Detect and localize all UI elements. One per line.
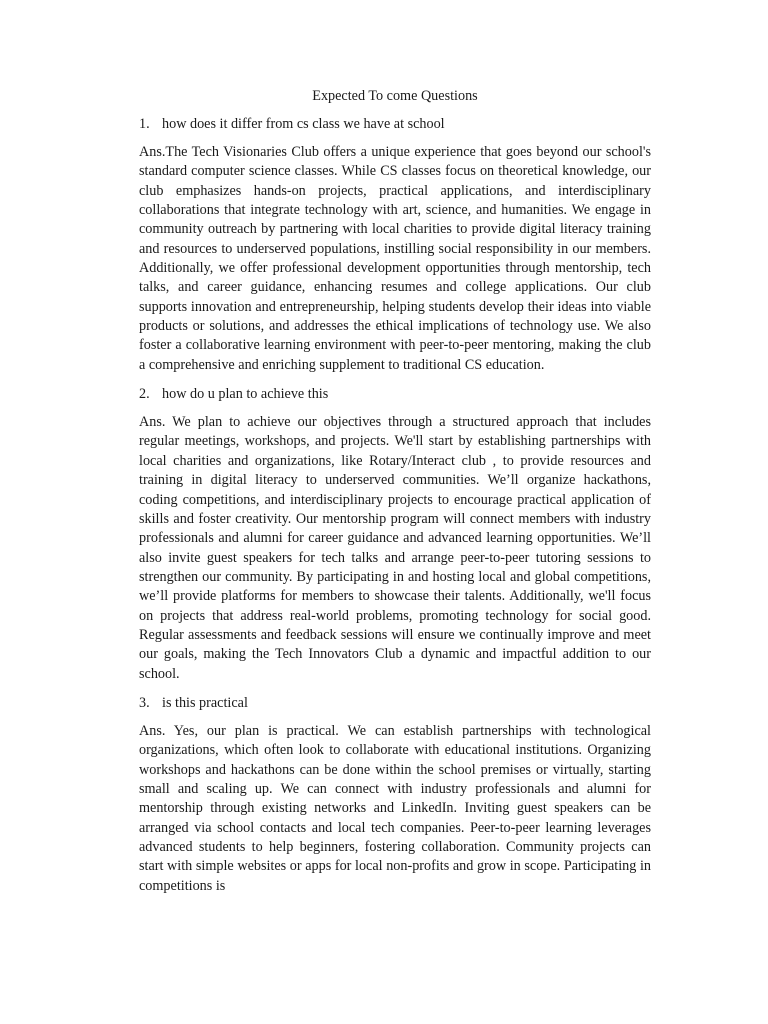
question-1 [139, 114, 651, 134]
answer-3: Ans. Yes, our plan is practical. We can establish partnerships with technological organizations, which often look to collaborate with educational institutions. Organizing workshops and hackathons can be done within the school premises or virtually, starting small and scaling up. We can connect with industry professionals and alumni for mentorship through existing networks and LinkedIn. Inviting guest speakers can be arranged via school contacts and local tech companies. Peer-to-peer learning leverages advanced students to help beginners, fostering collaboration. Community projects can start with simple websites or apps for local non-profits and grow in scope. Participating in competitions is [139, 722, 651, 894]
document-page [139, 86, 651, 905]
answer-1: Ans.The Tech Visionaries Club offers a unique experience that goes beyond our school's standard computer science classes. While CS classes focus on theoretical knowledge, our club emphasizes hands-on projects, practical applications, and interdisciplinary collaborations that integrate technology with art, science, and humanities. We engage in community outreach by partnering with local charities to provide digital literacy training and resources to underserved populations, instilling social responsibility in our members. Additionally, we offer professional development opportunities through mentorship, tech talks, and career guidance, enhancing resumes and college applications. Our club supports innovation and entrepreneurship, helping students develop their ideas into viable products or solutions, and addresses the ethical implications of technology use. We also foster a collaborative learning environment with peer-to-peer mentoring, making the club a comprehensive and enriching supplement to traditional CS education. [139, 144, 651, 373]
question-3 [139, 693, 651, 713]
question-number: 1. [139, 116, 150, 132]
question-number: 3. [139, 694, 150, 711]
question-2 [139, 384, 651, 404]
question-text: how do u plan to achieve this [162, 386, 329, 403]
question-text: how does it differ from cs class we have at school [162, 116, 445, 132]
question-text: is this practical [162, 694, 248, 711]
answer-2: Ans. We plan to achieve our objectives through a structured approach that includes regular meetings, workshops, and projects. We'll start by establishing partnerships with local charities and organizations, like Rotary/Interact club , to provide resources and training in digital literacy to underserved communities. We’ll organize hackathons, coding competitions, and interdisciplinary projects to encourage practical application of skills and foster creativity. Our mentorship program will connect members with industry professionals and alumni for career guidance and advanced learning opportunities. We’ll also invite guest speakers for tech talks and arrange peer-to-peer tutoring sessions to strengthen our community. By participating in and hosting local and global competitions, we’ll provide platforms for members to showcase their talents. Additionally, we'll focus on projects that address real-world problems, promoting technology for social good. Regular assessments and feedback sessions will ensure we continually improve and meet our goals, making the Tech Innovators Club a dynamic and impactful addition to our school. [139, 414, 651, 682]
document-title: Expected To come Questions [312, 88, 478, 104]
question-number: 2. [139, 386, 150, 403]
